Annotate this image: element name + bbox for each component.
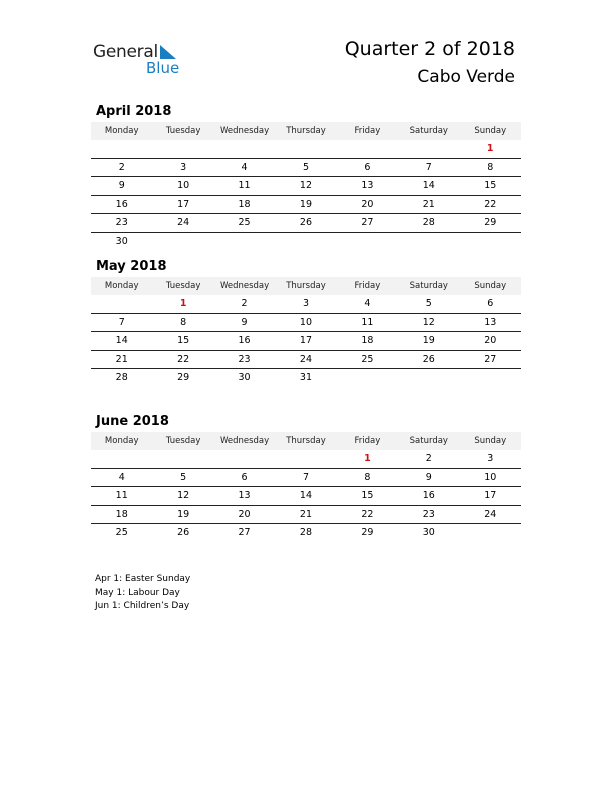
day-cell: 9 (425, 471, 432, 483)
week-row (91, 351, 521, 370)
week-row (91, 196, 521, 215)
weekday-header: Friday (354, 126, 381, 136)
weekday-header: Thursday (286, 126, 326, 136)
day-cell: 18 (115, 508, 128, 520)
day-cell: 17 (484, 490, 497, 501)
day-cell: 30 (422, 527, 435, 538)
weekday-header: Sunday (474, 436, 507, 446)
day-cell: 18 (238, 198, 251, 210)
day-cell: 3 (487, 453, 494, 464)
weekday-header: Friday (354, 281, 381, 291)
day-cell: 29 (484, 217, 497, 228)
day-cell: 19 (422, 335, 435, 346)
day-cell: 23 (238, 353, 251, 365)
day-cell: 8 (487, 161, 494, 173)
weekday-header: Thursday (286, 281, 326, 291)
day-cell: 23 (115, 217, 128, 228)
day-cell (275, 233, 336, 251)
day-cell (214, 450, 275, 468)
day-cell (214, 140, 275, 158)
month-april (91, 102, 521, 250)
country-name: Cabo Verde (417, 67, 515, 87)
day-cell: 12 (177, 490, 190, 501)
day-cell: 8 (364, 471, 371, 483)
month-title: May 2018 (96, 259, 167, 274)
holiday-day-cell: 1 (364, 453, 371, 464)
day-cell: 31 (299, 372, 313, 383)
weekday-header: Wednesday (219, 281, 270, 291)
day-cell: 28 (422, 217, 435, 228)
day-cell: 7 (118, 316, 125, 328)
day-cell (152, 140, 213, 158)
day-cell: 9 (118, 180, 125, 191)
holiday-notes (95, 573, 190, 614)
day-cell: 21 (299, 508, 313, 520)
week-row (91, 369, 521, 387)
day-cell (398, 140, 459, 158)
day-cell: 20 (484, 335, 497, 346)
day-cell: 6 (364, 161, 371, 173)
week-row (91, 506, 521, 525)
day-cell (214, 233, 275, 251)
day-cell: 20 (361, 198, 374, 210)
day-cell: 14 (299, 490, 313, 501)
logo-text-general: General (93, 42, 158, 62)
day-cell (460, 524, 521, 542)
day-cell (460, 369, 521, 387)
day-cell: 13 (361, 180, 374, 191)
day-cell: 19 (177, 508, 190, 520)
weekday-header-row (91, 122, 521, 140)
day-cell: 26 (177, 527, 190, 538)
week-row (91, 177, 521, 196)
day-cell: 16 (422, 490, 435, 501)
month-title: June 2018 (96, 414, 169, 429)
day-cell: 22 (484, 198, 497, 210)
day-cell: 25 (361, 353, 374, 365)
day-cell: 24 (484, 508, 497, 520)
day-cell: 28 (299, 527, 313, 538)
weekday-header: Sunday (474, 126, 507, 136)
week-row (91, 332, 521, 351)
day-cell: 15 (361, 490, 374, 501)
day-cell: 28 (115, 372, 128, 383)
day-cell (398, 233, 459, 251)
day-cell: 5 (302, 161, 309, 173)
day-cell: 27 (361, 217, 374, 228)
day-cell: 9 (241, 316, 248, 328)
week-row (91, 524, 521, 542)
day-cell (460, 233, 521, 251)
day-cell: 26 (299, 217, 313, 228)
day-cell: 8 (180, 316, 187, 328)
weekday-header: Monday (104, 281, 139, 291)
week-row (91, 450, 521, 469)
day-cell: 4 (241, 161, 248, 173)
day-cell: 27 (238, 527, 251, 538)
weekday-header: Saturday (409, 126, 448, 136)
holiday-note: May 1: Labour Day (95, 587, 180, 598)
day-cell: 2 (118, 161, 125, 173)
week-row (91, 469, 521, 488)
holiday-day-cell: 1 (179, 298, 187, 309)
weekday-header: Tuesday (165, 436, 201, 446)
day-cell: 15 (484, 180, 497, 191)
day-cell: 3 (180, 161, 187, 173)
day-cell: 6 (241, 471, 248, 483)
day-cell: 21 (115, 353, 128, 365)
weekday-header-row (91, 277, 521, 295)
day-cell: 19 (299, 198, 313, 210)
day-cell (91, 140, 152, 158)
day-cell: 13 (238, 490, 251, 501)
day-cell: 10 (299, 316, 313, 328)
day-cell: 20 (238, 508, 251, 520)
day-cell: 5 (180, 471, 187, 483)
month-may (91, 257, 521, 387)
day-cell: 24 (299, 353, 313, 365)
day-cell: 29 (361, 527, 374, 538)
day-cell (152, 450, 213, 468)
week-row (91, 487, 521, 506)
day-cell: 7 (425, 161, 432, 173)
weekday-header: Monday (104, 126, 139, 136)
month-title: April 2018 (96, 104, 172, 119)
holiday-note: Apr 1: Easter Sunday (95, 574, 191, 584)
day-cell (337, 369, 398, 387)
week-row (91, 233, 521, 251)
day-cell: 17 (299, 335, 313, 346)
day-cell: 24 (177, 217, 190, 228)
month-june (91, 412, 521, 542)
day-cell: 25 (115, 527, 128, 538)
weekday-header: Wednesday (219, 436, 270, 446)
day-cell: 14 (422, 180, 435, 191)
day-cell: 30 (238, 372, 251, 383)
logo-text-blue: Blue (146, 59, 180, 77)
day-cell: 11 (238, 180, 251, 191)
day-cell: 7 (302, 471, 309, 483)
day-cell: 5 (425, 298, 432, 309)
day-cell: 2 (425, 453, 432, 464)
day-cell: 4 (364, 298, 371, 309)
day-cell: 30 (115, 235, 128, 247)
day-cell: 4 (118, 471, 125, 483)
day-cell: 12 (299, 180, 313, 191)
day-cell (275, 450, 336, 468)
day-cell: 25 (238, 217, 251, 228)
day-cell: 18 (361, 335, 374, 346)
day-cell: 17 (177, 198, 190, 210)
weekday-header: Tuesday (165, 126, 201, 136)
day-cell: 2 (241, 298, 248, 309)
day-cell: 12 (422, 316, 435, 328)
day-cell: 21 (422, 198, 435, 210)
quarter-title: Quarter 2 of 2018 (344, 38, 515, 60)
holiday-day-cell: 1 (486, 143, 494, 154)
day-cell: 26 (422, 353, 435, 365)
day-cell: 22 (177, 353, 190, 365)
day-cell (275, 140, 336, 158)
day-cell: 16 (238, 335, 251, 346)
weekday-header: Friday (354, 436, 381, 446)
day-cell (398, 369, 459, 387)
day-cell: 10 (484, 471, 497, 483)
week-row (91, 159, 521, 178)
weekday-header: Monday (104, 436, 139, 446)
week-row (91, 295, 521, 314)
week-row (91, 214, 521, 233)
day-cell: 11 (115, 490, 128, 501)
day-cell: 14 (115, 335, 128, 346)
logo-triangle-icon (160, 45, 176, 59)
logo (93, 40, 193, 80)
weekday-header: Thursday (286, 436, 326, 446)
day-cell (91, 295, 152, 313)
day-cell: 11 (361, 316, 374, 328)
day-cell: 10 (177, 180, 190, 191)
weekday-header: Saturday (409, 281, 448, 291)
day-cell: 3 (302, 298, 309, 309)
day-cell: 22 (361, 508, 374, 520)
week-row (91, 140, 521, 159)
weekday-header: Saturday (409, 436, 448, 446)
day-cell (337, 140, 398, 158)
holiday-note: Jun 1: Children’s Day (95, 601, 190, 611)
day-cell: 16 (115, 198, 128, 210)
weekday-header: Sunday (474, 281, 507, 291)
day-cell: 29 (177, 372, 190, 383)
weekday-header: Tuesday (165, 281, 201, 291)
day-cell: 27 (484, 353, 497, 365)
weekday-header-row (91, 432, 521, 450)
day-cell: 6 (487, 298, 494, 309)
day-cell (91, 450, 152, 468)
day-cell: 13 (484, 316, 497, 328)
week-row (91, 314, 521, 333)
day-cell: 15 (177, 335, 190, 346)
day-cell (152, 233, 213, 251)
weekday-header: Wednesday (219, 126, 270, 136)
day-cell (337, 233, 398, 251)
day-cell: 23 (422, 508, 435, 520)
